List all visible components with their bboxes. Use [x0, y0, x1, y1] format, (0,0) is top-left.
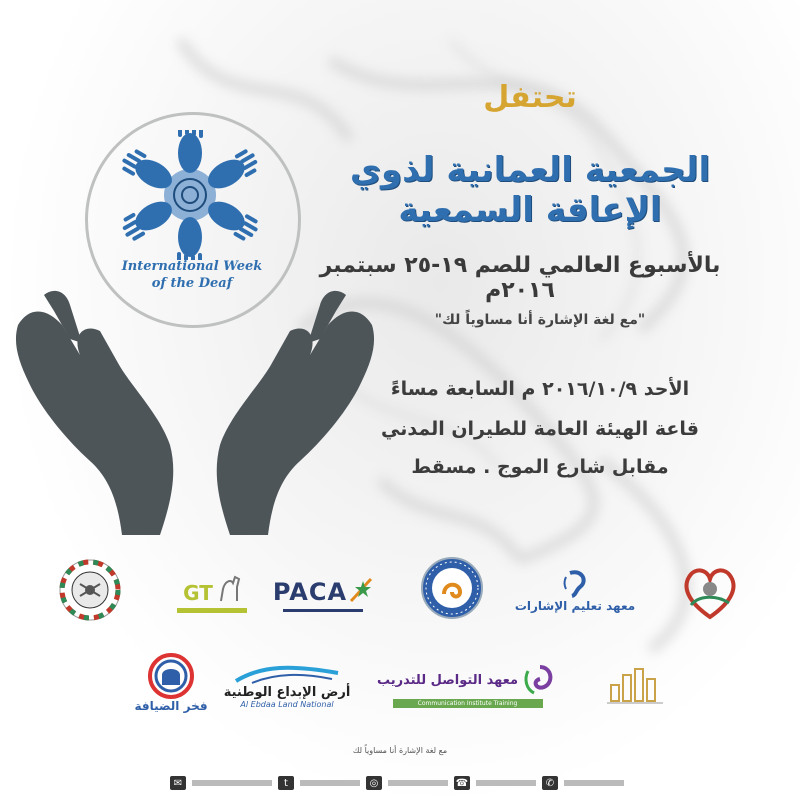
paca-logo	[272, 566, 368, 622]
organization-title: الجمعية العمانية لذوي الإعاقة السمعية	[349, 150, 711, 230]
gt-logo-text: GT	[183, 581, 213, 605]
sign-language-institute-logo	[515, 560, 635, 622]
event-location: مقابل شارع الموج . مسقط	[411, 456, 669, 478]
heart-icon	[677, 559, 743, 623]
paca-logo-text: PACA	[272, 577, 348, 606]
twitter-placeholder-bar	[300, 780, 360, 786]
occasion-line: بالأسبوع العالمي للصم ١٩-٢٥ سبتمبر ٢٠١٦م	[319, 253, 721, 303]
footer-slogan: مع لغة الإشارة أنا مساوياً لك	[352, 746, 448, 755]
instagram-placeholder-bar	[388, 780, 448, 786]
communication-institute-logo	[376, 655, 550, 715]
contact-bar	[170, 773, 760, 793]
email-placeholder-bar	[192, 780, 272, 786]
instagram-icon: ◎	[366, 776, 382, 790]
cupped-hands-icon	[10, 265, 380, 540]
twitter-icon: t	[278, 776, 294, 790]
skyline-icon	[605, 665, 665, 705]
phone-icon: ☎	[455, 777, 469, 789]
camel-icon	[217, 571, 241, 605]
phone-placeholder-bar	[476, 780, 536, 786]
intro-heading: تحتفل	[483, 80, 577, 115]
event-datetime: الأحد ٢٠١٦/١٠/٩ م السابعة مساءً	[390, 378, 690, 400]
swirl-icon	[522, 663, 558, 699]
dome-icon	[146, 653, 196, 699]
email-icon: ✉	[170, 776, 186, 790]
oman-emblem-logo	[58, 558, 122, 622]
star-swoosh-icon	[349, 577, 373, 607]
emblem-title-line2: of the Deaf	[151, 276, 233, 291]
slogan-line: "مع لغة الإشارة أنا مساوياً لك"	[434, 312, 646, 328]
buildings-logo	[600, 660, 670, 710]
gt-logo	[172, 562, 252, 622]
emblem-seal-icon	[58, 558, 122, 622]
comm-banner	[393, 699, 543, 708]
event-venue: قاعة الهيئة العامة للطيران المدني	[381, 418, 699, 440]
al-ebdaa-land-logo	[222, 656, 352, 716]
ebdaa-label-en: Al Ebdaa Land National	[240, 700, 334, 709]
emblem-title-line1: International Week	[121, 259, 263, 274]
whatsapp-placeholder-bar	[564, 780, 624, 786]
ebdaa-label-ar: أرض الإبداع الوطنية	[223, 685, 351, 700]
ear-icon	[560, 569, 590, 599]
blue-hands-star-icon	[108, 130, 273, 260]
whatsapp-icon: ✆	[542, 776, 558, 790]
heart-hands-logo	[676, 558, 744, 624]
fakhr-aldiyafa-logo	[134, 648, 208, 718]
sign-institute-label: معهد تعليم الإشارات	[514, 599, 636, 613]
wave-icon	[232, 663, 342, 685]
fakhr-label: فخر الضيافة	[134, 699, 208, 713]
comm-label-en: Communication Institute Training	[417, 699, 518, 707]
oman-deaf-society-logo	[420, 556, 484, 620]
paca-underline	[283, 609, 363, 612]
comm-label-ar: معهد التواصل للتدريب	[376, 673, 519, 688]
society-seal-icon	[420, 556, 484, 620]
gt-underline	[177, 608, 247, 613]
